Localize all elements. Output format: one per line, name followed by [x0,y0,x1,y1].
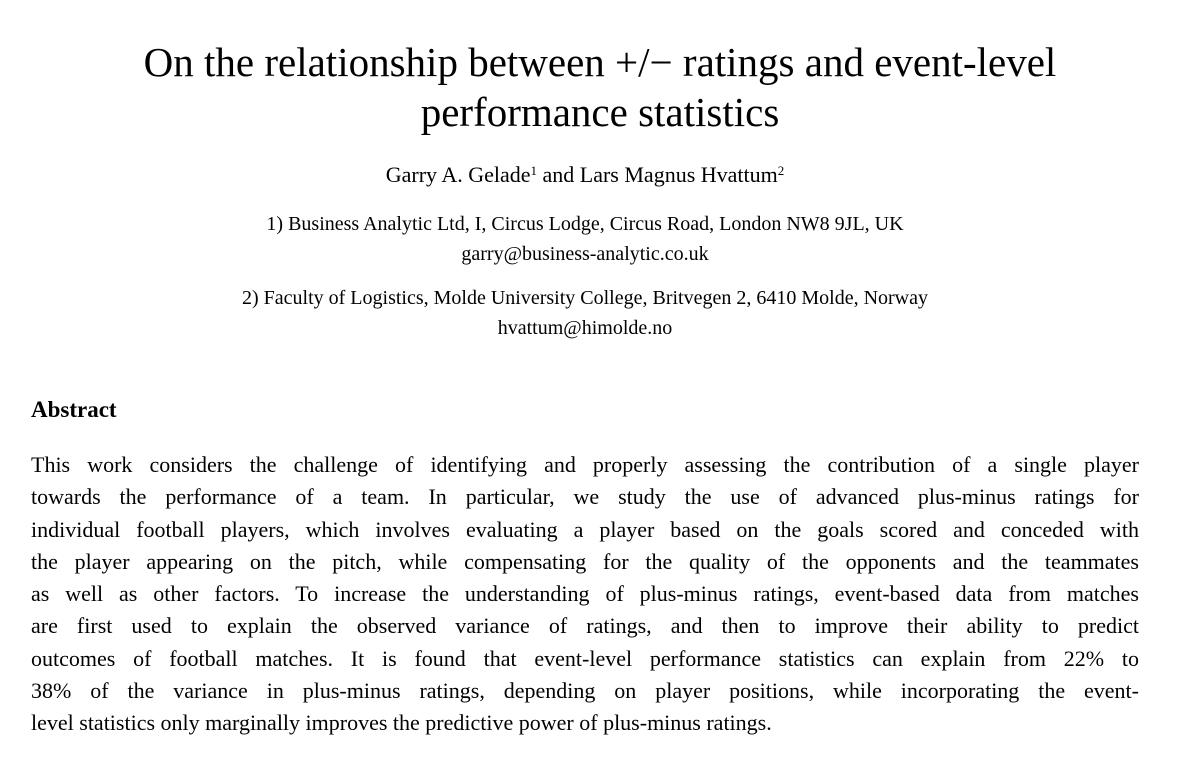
paper-title [60,37,1140,137]
author-connector: and [537,162,580,187]
affiliation-1 [0,209,1170,269]
abstract-line: as well as other factors. To increase the understanding of plus-minus ratings, event-based data from matches [31,581,1139,607]
affiliation-address: 2) Faculty of Logistics, Molde University College, Britvegen 2, 6410 Molde, Norway [241,287,928,309]
affiliation-mark: 1 [530,163,538,178]
affiliation-address: 1) Business Analytic Ltd, I, Circus Lodge, Circus Road, London NW8 9JL, UK [266,213,904,235]
affiliation-email: garry@business-analytic.co.uk [461,243,709,265]
title-line-1: On the relationship between +/− ratings and event-level [143,39,1057,85]
abstract-line: level statistics only marginally improves the predictive power of plus-minus ratings. [31,710,772,736]
author-name: Lars Magnus Hvattum [579,162,778,187]
affiliation-mark: 2 [777,163,785,178]
author-list [0,160,1170,190]
affiliation-2 [0,283,1170,343]
abstract-line: the player appearing on the pitch, while compensating for the quality of the opponents and the teammates [31,548,1139,574]
affiliation-email: hvattum@himolde.no [497,317,673,339]
abstract-line: 38% of the variance in plus-minus ratings, depending on player positions, while incorporating the event- [31,678,1139,704]
abstract-line: This work considers the challenge of identifying and properly assessing the contribution of a single player [31,452,1139,477]
abstract-line: towards the performance of a team. In particular, we study the use of advanced plus-minus ratings for [31,484,1139,510]
abstract-heading: Abstract [31,397,117,422]
abstract-text [31,449,1139,740]
title-line-2: performance statistics [420,89,780,135]
abstract-line: outcomes of football matches. It is found that event-level performance statistics can explain from 22% to [31,645,1139,671]
abstract-line: are first used to explain the observed variance of ratings, and then to improve their ability to predict [31,613,1139,639]
author-name: Garry A. Gelade [385,162,531,187]
abstract-line: individual football players, which involves evaluating a player based on the goals scored and conceded with [31,516,1139,542]
